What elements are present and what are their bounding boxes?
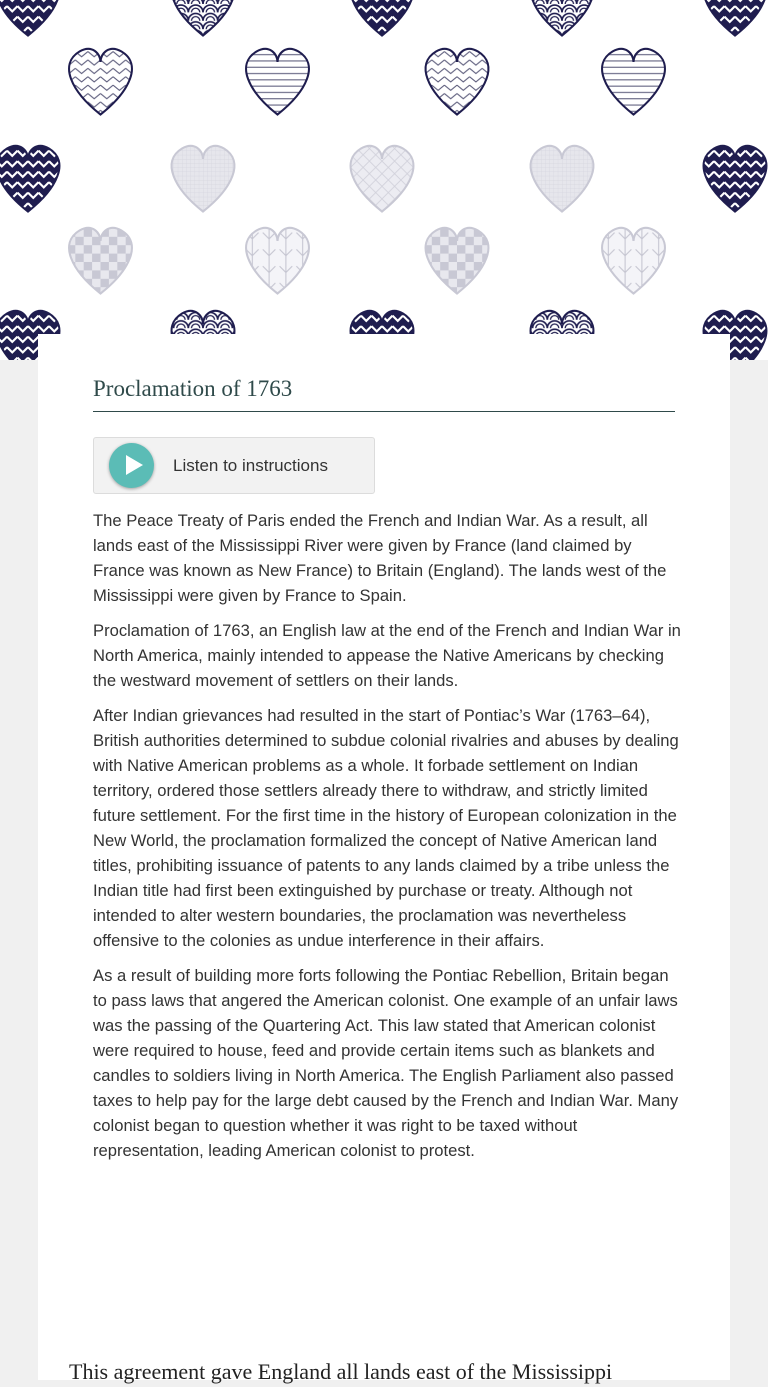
paragraph: After Indian grievances had resulted in the start of Pontiac’s War (1763–64), British authorities determined to subdue colonial rivalries and abuses by dealing with Native American problems as a whole. It forbade settlement on Indian territory, ordered those settlers already there to withdraw, and strictly limited future settlement. For the first time in the history of European colonization in the New World, the proclamation formalized the concept of Native American land titles, prohibiting issuance of patents to any lands claimed by a tribe unless the Indian title had first been extinguished by purchase or treaty. Although not intended to alter western boundaries, the proclamation was nevertheless offensive to the colonies as undue interference in their affairs. [93, 706, 679, 950]
heart-checker-icon [426, 228, 489, 294]
paragraph: The Peace Treaty of Paris ended the French and Indian War. As a result, all lands east of the Mississippi River were given by France (land claimed by France was known as New France) to Britain (England). The lands west of the Mississippi were given by France to Spain. [93, 511, 667, 605]
page-title: Proclamation of 1763 [93, 374, 675, 412]
listen-button-label: Listen to instructions [173, 456, 328, 475]
heart-grid-icon [531, 146, 594, 212]
heart-pattern-banner [0, 0, 768, 360]
listen-instructions-button[interactable] [93, 437, 375, 494]
worksheet-card [38, 334, 730, 1384]
heart-checker-icon [69, 228, 132, 294]
paragraph: Proclamation of 1763, an English law at the end of the French and Indian War in North America, mainly intended to appease the Native Americans by checking the westward movement of settlers on their lands. [93, 621, 681, 690]
heart-chevron-icon [351, 0, 414, 35]
heart-chevron-icon [704, 146, 767, 212]
heart-chevron-icon [0, 0, 59, 35]
heart-chevron-icon [704, 0, 767, 35]
heart-scallop-icon [172, 0, 235, 35]
paragraph: As a result of building more forts following the Pontiac Rebellion, Britain began to pass laws that angered the American colonist. One example of an unfair laws was the passing of the Quartering Act. This law stated that American colonist were required to house, feed and provide certain items such as blankets and candles to soldiers living in North America. The English Parliament also passed taxes to help pay for the large debt caused by the French and Indian War. Many colonist began to question whether it was right to be taxed without representation, leading American colonist to protest. [93, 966, 679, 1160]
heart-leaf-icon [602, 228, 665, 294]
heart-chevron-icon [0, 146, 59, 212]
reading-passage [93, 508, 683, 1173]
heart-scallop-icon [531, 0, 594, 35]
heart-zigzag-icon [69, 49, 132, 115]
heart-stripes-icon [246, 49, 309, 115]
heart-pattern-graphic [0, 0, 768, 360]
heart-stripes-icon [602, 49, 665, 115]
heart-diamond-icon [351, 146, 414, 212]
heart-grid-icon [172, 146, 235, 212]
heart-zigzag-icon [426, 49, 489, 115]
question-text: This agreement gave England all lands east of the Mississippi [69, 1359, 613, 1384]
play-icon[interactable] [109, 443, 154, 488]
heart-leaf-icon [246, 228, 309, 294]
